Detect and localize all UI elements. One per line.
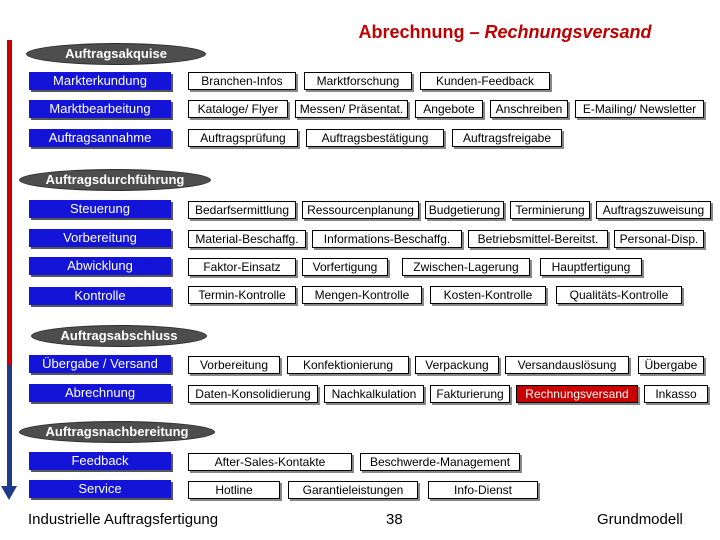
item-zwischen-lagerung[interactable]: Zwischen-Lagerung	[402, 258, 530, 276]
row-label-abrechnung[interactable]: Abrechnung	[29, 384, 171, 402]
item-beschwerde-management[interactable]: Beschwerde-Management	[360, 453, 520, 471]
item-fakturierung[interactable]: Fakturierung	[430, 385, 510, 403]
item-bedarfsermittlung[interactable]: Bedarfsermittlung	[188, 201, 296, 219]
footer-page-number: 38	[386, 511, 403, 528]
item-auftragsfreigabe[interactable]: Auftragsfreigabe	[452, 129, 562, 147]
item-vorfertigung[interactable]: Vorfertigung	[302, 258, 388, 276]
item-angebote[interactable]: Angebote	[415, 100, 483, 118]
item-hauptfertigung[interactable]: Hauptfertigung	[540, 258, 642, 276]
row-label-service[interactable]: Service	[29, 480, 171, 498]
process-axis-bottom	[7, 365, 12, 487]
item-faktor-einsatz[interactable]: Faktor-Einsatz	[188, 258, 296, 276]
title-main: Abrechnung	[358, 22, 465, 42]
item-termin-kontrolle[interactable]: Termin-Kontrolle	[188, 286, 296, 304]
item-auftragspruefung[interactable]: Auftragsprüfung	[188, 129, 298, 147]
phase-auftragsnachbereitung: Auftragsnachbereitung	[20, 422, 214, 442]
item-rechnungsversand-highlighted[interactable]: Rechnungsversand	[516, 385, 638, 403]
page-title	[330, 22, 680, 43]
phase-auftragsabschluss: Auftragsabschluss	[32, 326, 206, 346]
item-anschreiben[interactable]: Anschreiben	[490, 100, 568, 118]
row-label-kontrolle[interactable]: Kontrolle	[29, 287, 171, 305]
item-kosten-kontrolle[interactable]: Kosten-Kontrolle	[430, 286, 546, 304]
item-auftragsbestaetigung[interactable]: Auftragsbestätigung	[306, 129, 444, 147]
item-konfektionierung[interactable]: Konfektionierung	[287, 356, 409, 374]
item-versandausloesung[interactable]: Versandauslösung	[505, 356, 629, 374]
item-garantieleistungen[interactable]: Garantieleistungen	[288, 481, 418, 499]
item-ressourcenplanung[interactable]: Ressourcenplanung	[302, 201, 419, 219]
item-kataloge-flyer[interactable]: Kataloge/ Flyer	[188, 100, 288, 118]
item-personal-disp[interactable]: Personal-Disp.	[614, 230, 704, 248]
footer-course-title: Industrielle Auftragsfertigung	[28, 511, 219, 528]
row-label-vorbereitung[interactable]: Vorbereitung	[29, 229, 171, 247]
item-mengen-kontrolle[interactable]: Mengen-Kontrolle	[302, 286, 422, 304]
item-material-beschaffg[interactable]: Material-Beschaffg.	[188, 230, 306, 248]
item-budgetierung[interactable]: Budgetierung	[425, 201, 504, 219]
item-branchen-infos[interactable]: Branchen-Infos	[188, 72, 296, 90]
row-label-markterkundung[interactable]: Markterkundung	[29, 72, 171, 90]
footer-section-name: Grundmodell	[597, 511, 683, 528]
row-label-auftragsannahme[interactable]: Auftragsannahme	[29, 129, 171, 147]
item-uebergabe[interactable]: Übergabe	[638, 356, 704, 374]
item-hotline[interactable]: Hotline	[188, 481, 280, 499]
title-sub: Rechnungsversand	[484, 22, 652, 42]
item-info-dienst[interactable]: Info-Dienst	[428, 481, 538, 499]
item-kunden-feedback[interactable]: Kunden-Feedback	[420, 72, 550, 90]
phase-auftragsakquise: Auftragsakquise	[27, 44, 205, 64]
item-e-mailing-newsletter[interactable]: E-Mailing/ Newsletter	[575, 100, 704, 118]
row-label-uebergabe-versand[interactable]: Übergabe / Versand	[29, 355, 171, 373]
item-daten-konsolidierung[interactable]: Daten-Konsolidierung	[188, 385, 318, 403]
item-messen-praesentat[interactable]: Messen/ Präsentat.	[295, 100, 408, 118]
row-label-steuerung[interactable]: Steuerung	[29, 200, 171, 218]
phase-auftragsdurchfuehrung: Auftragsdurchführung	[20, 170, 210, 190]
row-label-marktbearbeitung[interactable]: Marktbearbeitung	[29, 100, 171, 118]
item-inkasso[interactable]: Inkasso	[644, 385, 708, 403]
item-marktforschung[interactable]: Marktforschung	[304, 72, 412, 90]
item-after-sales-kontakte[interactable]: After-Sales-Kontakte	[188, 453, 352, 471]
item-verpackung[interactable]: Verpackung	[415, 356, 499, 374]
item-betriebsmittel-bereitst[interactable]: Betriebsmittel-Bereitst.	[468, 230, 608, 248]
item-vorbereitung[interactable]: Vorbereitung	[188, 356, 280, 374]
row-label-feedback[interactable]: Feedback	[29, 452, 171, 470]
item-auftragszuweisung[interactable]: Auftragszuweisung	[596, 201, 711, 219]
process-arrow-down-icon	[1, 486, 17, 500]
item-nachkalkulation[interactable]: Nachkalkulation	[324, 385, 424, 403]
item-qualitaets-kontrolle[interactable]: Qualitäts-Kontrolle	[556, 286, 682, 304]
row-label-abwicklung[interactable]: Abwicklung	[29, 257, 171, 275]
item-terminierung[interactable]: Terminierung	[510, 201, 590, 219]
item-informations-beschaffg[interactable]: Informations-Beschaffg.	[312, 230, 462, 248]
process-axis-top	[7, 40, 12, 365]
title-separator: –	[469, 22, 480, 42]
